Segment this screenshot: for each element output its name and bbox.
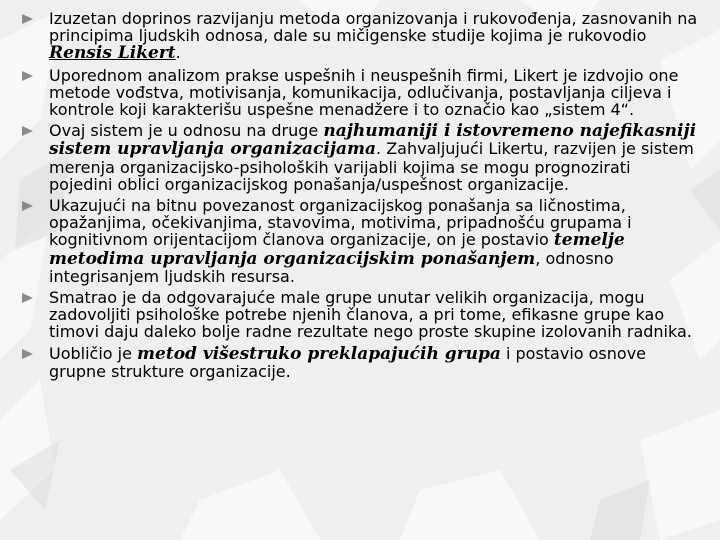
bullet-text: Uporednom analizom prakse uspešnih i neuspešnih firmi, Likert je izdvojio one metode vođstva, motivisanja, komunikacija, odlučivanja, postavljanja ciljeva i kontrole koji karakterišu uspešne menadžere i to označio kao „sistem 4“. xyxy=(49,65,679,120)
bullet-text: Ovaj sistem je u odnosu na druge xyxy=(49,121,324,141)
bullet-text: . xyxy=(175,43,181,63)
bullet-text: Izuzetan doprinos razvijanju metoda organizovanja i rukovođenja, zasnovanih na principima ljudskih odnosa, dale su mičigenske studije kojima je rukovodio xyxy=(49,9,698,46)
bullet-item xyxy=(22,345,698,380)
bullet-arrow-icon xyxy=(22,293,33,303)
slide-content xyxy=(22,10,698,384)
emphasized-text: najhumaniji i istovremeno najefikasniji sistem upravljanja organizacijama xyxy=(49,121,697,160)
bullet-arrow-icon xyxy=(22,126,33,136)
bullet-item xyxy=(22,122,698,193)
emphasized-text: temelje metodima upravljanja organizacijskim ponašanjem xyxy=(49,230,625,269)
bullet-arrow-icon xyxy=(22,71,33,81)
bullet-text: , odnosno integrisanjem ljudskih resursa. xyxy=(49,248,614,286)
bullet-text: Ukazujući na bitnu povezanost organizacijskog ponašanja sa ličnostima, opažanjima, očekivanjima, stavovima, motivima, pripadnošću grupama i kognitivnom orijentacijom članova organizacije, on je postavio xyxy=(49,196,632,250)
emphasized-text: metod višestruko preklapajućih grupa xyxy=(137,343,501,364)
emphasized-text: Rensis Likert xyxy=(49,43,176,64)
bullet-text: Uobličio je xyxy=(49,343,138,363)
bullet-arrow-icon xyxy=(22,201,33,211)
bullet-item xyxy=(22,67,698,119)
bullet-arrow-icon xyxy=(22,349,33,359)
bullet-text: Smatrao je da odgovarajuće male grupe unutar velikih organizacija, mogu zadovoljiti psihološke potrebe njenih članova, a pri tome, efikasne grupe kao timovi daju daleko bolje radne rezultate nego proste skupine izolovanih radnika. xyxy=(49,288,692,342)
bullet-text: i postavio osnove grupne strukture organizacije. xyxy=(49,343,647,381)
bullet-item xyxy=(22,10,698,63)
bullet-text: . Zahvaljujući Likertu, razvijen je sistem merenja organizacijsko-psiholoških varijabli kojima se mogu prognozirati pojedini oblici organizacijskog ponašanja/uspešnost organizacije. xyxy=(49,139,694,194)
bullet-item xyxy=(22,197,698,285)
bullet-arrow-icon xyxy=(22,14,33,24)
bullet-item xyxy=(22,289,698,341)
bullet-list xyxy=(22,10,698,380)
